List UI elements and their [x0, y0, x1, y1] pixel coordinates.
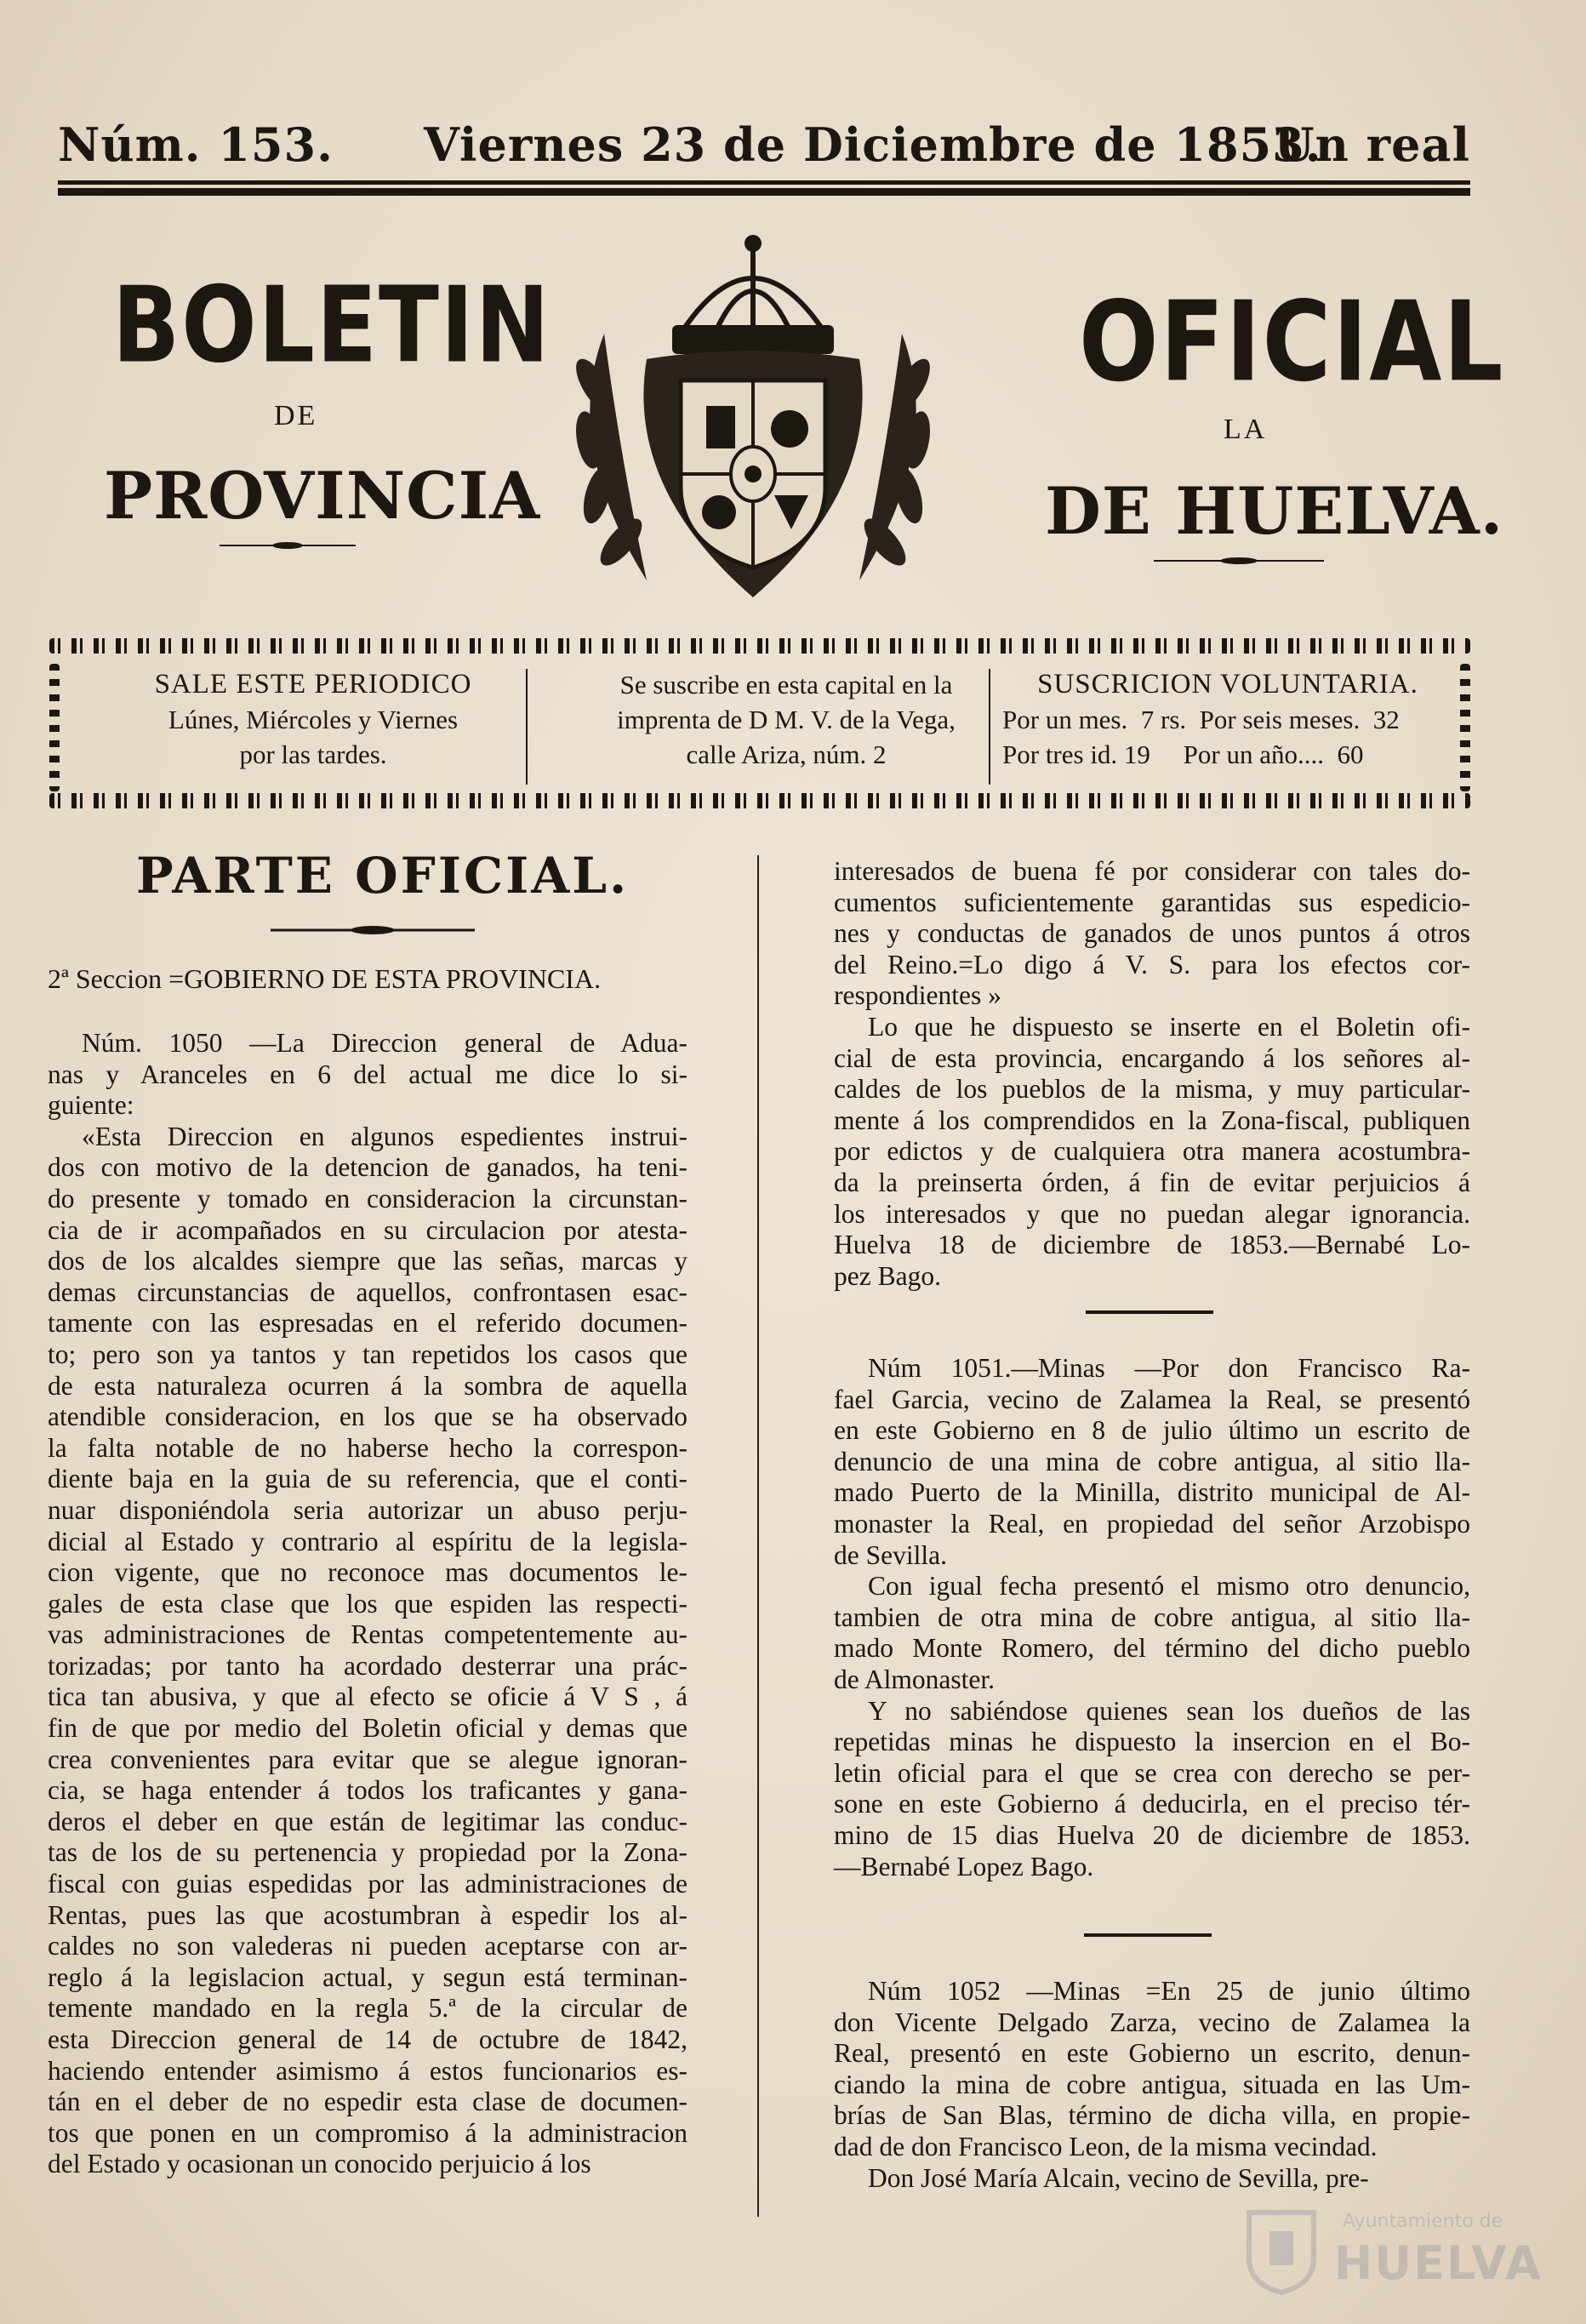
- text-line: temente mandado en la regla 5.ª de la circular de: [48, 1993, 687, 2024]
- text-line: Don José María Alcain, vecino de Sevilla, pre-: [868, 2162, 1369, 2193]
- text-line: tos que ponen en un compromiso á la administracion: [48, 2117, 687, 2148]
- text-line: Real, presentó en este Gobierno un escrito, denun-: [834, 2038, 1470, 2069]
- text-line: mado Puerto de la Minilla, distrito municipal de Al-: [834, 1477, 1470, 1508]
- text-line: por edictos y de cualquiera otra manera acostumbra-: [834, 1136, 1470, 1167]
- text-line: cia, se haga entender á todos los traficantes y gana-: [48, 1775, 687, 1806]
- text-line: Lo que he dispuesto se inserte en el Boletin ofi-: [868, 1011, 1470, 1042]
- text-line: nas y Aranceles en 6 del actual me dice lo si-: [48, 1059, 687, 1089]
- text-line: demas circunstancias de aquellos, confrontasen esac-: [48, 1276, 687, 1307]
- left-column: [48, 1028, 687, 2180]
- text-line: guiente:: [48, 1090, 134, 1121]
- text-line: —Bernabé Lopez Bago.: [834, 1851, 1094, 1881]
- text-line: fael Garcia, vecino de Zalamea la Real, se presentó: [834, 1384, 1470, 1414]
- text-line: dos con motivo de la detencion de ganados, ha teni-: [48, 1152, 687, 1183]
- archive-watermark: [1241, 2202, 1543, 2296]
- text-line: Núm 1051.—Minas —Por don Francisco Ra-: [868, 1353, 1470, 1383]
- text-line: dad de don Francisco Leon, de la misma vecindad.: [834, 2131, 1378, 2161]
- text-line: respondientes »: [834, 980, 1001, 1011]
- schedule-days: Lúnes, Miércoles y Viernes: [168, 705, 459, 734]
- divider-1: [1086, 1310, 1213, 1314]
- schedule-heading: SALE ESTE PERIODICO: [154, 669, 472, 699]
- text-line: dos de los alcaldes siempre que las señas, marcas y: [48, 1246, 687, 1276]
- text-line: do presente y tomado en consideracion la circunstan-: [48, 1183, 687, 1213]
- coat-of-arms-icon: [545, 231, 961, 606]
- text-line: interesados de buena fé por considerar con tales do-: [834, 856, 1470, 886]
- rates-line-2: Por tres id. 19 Por un año.... 60: [1002, 739, 1364, 769]
- section-ornament: [271, 926, 475, 934]
- text-line: nes y conductas de ganados de unos puntos á otros: [834, 918, 1470, 949]
- text-line: esta Direccion general de 14 de octubre de 1842,: [48, 2024, 687, 2054]
- text-line: de esta naturaleza ocurren á la sombra de aquella: [48, 1370, 687, 1401]
- text-line: haciendo entender asimismo á estos funcionarios es-: [48, 2055, 687, 2086]
- text-line: sone en este Gobierno á deducirla, en el preciso tér-: [834, 1789, 1470, 1819]
- schedule-time: por las tardes.: [239, 739, 387, 769]
- subscription-box: [49, 638, 1470, 808]
- text-line: Núm 1052 —Minas =En 25 de junio último: [868, 1976, 1470, 2006]
- text-line: mente á los comprendidos en la Zona-fiscal, publiquen: [834, 1105, 1470, 1135]
- text-line: «Esta Direccion en algunos espedientes instrui-: [82, 1121, 687, 1151]
- title-de: DE: [274, 400, 318, 431]
- text-line: diente baja en la guia de su referencia, que el conti-: [48, 1464, 687, 1494]
- box-separator-2: [989, 669, 990, 785]
- issue-date: Viernes 23 de Diciembre de 1853.: [424, 117, 1322, 172]
- right-column-block-3: [834, 1976, 1470, 2194]
- title-la: LA: [1224, 414, 1268, 445]
- chain-border-right: [1460, 664, 1470, 791]
- text-line: caldes no son valederas ni pueden aceptarse con ar-: [48, 1931, 687, 1961]
- text-line: tambien de otra mina de cobre antigua, al sitio lla-: [834, 1602, 1470, 1632]
- column-rule: [757, 855, 759, 2217]
- text-line: don Vicente Delgado Zarza, vecino de Zalamea la: [834, 2007, 1470, 2037]
- title-oficial: OFICIAL: [1079, 277, 1505, 407]
- ornament-left: [220, 541, 356, 550]
- chain-border-bottom: [49, 793, 1470, 808]
- title-de-huelva: DE HUELVA.: [1045, 473, 1504, 549]
- text-line: cion vigente, que no reconoce mas documentos le-: [48, 1557, 687, 1588]
- right-column-block-1: [834, 856, 1470, 1292]
- text-line: mado Monte Romero, del término del dicho pueblo: [834, 1633, 1470, 1664]
- chain-border-top: [49, 638, 1470, 654]
- text-line: repetidas minas he dispuesto la insercion en el Bo-: [834, 1727, 1470, 1757]
- text-line: cumentos suficientemente garantidas sus espedicio-: [834, 887, 1470, 917]
- masthead-rule-bottom: [58, 188, 1470, 196]
- text-line: monaster la Real, en propiedad del señor Arzobispo: [834, 1508, 1470, 1539]
- text-line: dicial al Estado y contrario al espíritu de la legisla-: [48, 1526, 687, 1556]
- text-line: Núm. 1050 —La Direccion general de Adua-: [82, 1028, 687, 1058]
- text-line: de Almonaster.: [834, 1664, 995, 1694]
- issue-price: Un real: [1274, 117, 1470, 172]
- section-subtitle: 2ª Seccion =GOBIERNO DE ESTA PROVINCIA.: [48, 963, 602, 994]
- right-column-block-2: [834, 1353, 1470, 1882]
- location-line-3: calle Ariza, núm. 2: [686, 739, 887, 769]
- box-separator-1: [526, 669, 528, 785]
- text-line: del Reino.=Lo digo á V. S. para los efectos cor-: [834, 949, 1470, 979]
- text-line: pez Bago.: [834, 1260, 941, 1291]
- rates-heading: SUSCRICION VOLUNTARIA.: [1037, 669, 1418, 699]
- watermark-bottom: HUELVA: [1334, 2236, 1543, 2290]
- text-line: Rentas, pues las que acostumbran à espedir los al-: [48, 1899, 687, 1930]
- text-line: denuncio de una mina de cobre antigua, al sitio lla-: [834, 1446, 1470, 1476]
- watermark-crest-icon: [1241, 2202, 1322, 2296]
- text-line: vas administraciones de Rentas competentemente au-: [48, 1619, 687, 1650]
- chain-border-left: [49, 664, 60, 791]
- masthead-line: [58, 117, 1470, 177]
- text-line: gales de esta clase que los que espiden las respecti-: [48, 1588, 687, 1619]
- ornament-right: [1154, 557, 1324, 565]
- text-line: la falta notable de no haberse hecho la correspon-: [48, 1432, 687, 1463]
- text-line: del Estado y ocasionan un conocido perjuicio á los: [48, 2149, 591, 2179]
- text-line: atendible consideracion, en los que se ha observado: [48, 1402, 687, 1432]
- text-line: caldes de los pueblos de la misma, y muy particular-: [834, 1074, 1470, 1105]
- text-line: los interesados y que no puedan alegar ignorancia.: [834, 1198, 1470, 1229]
- text-line: Y no sabiéndose quienes sean los dueños de las: [868, 1695, 1470, 1726]
- issue-number: Núm. 153.: [58, 117, 334, 172]
- text-line: tas de los de su pertenencia y propiedad por la Zona-: [48, 1837, 687, 1868]
- text-line: letin oficial para el que se crea con derecho se per-: [834, 1757, 1470, 1788]
- title-provincia: PROVINCIA: [104, 458, 541, 534]
- text-line: tamente con las espresadas en el referido documen-: [48, 1308, 687, 1339]
- text-line: crea convenientes para evitar que se alegue ignoran-: [48, 1744, 687, 1774]
- divider-2: [1084, 1933, 1212, 1937]
- text-line: de Sevilla.: [834, 1539, 947, 1570]
- text-line: cial de esta provincia, encargando á los señores al-: [834, 1042, 1470, 1073]
- text-line: mino de 15 dias Huelva 20 de diciembre de 1853.: [834, 1819, 1470, 1850]
- location-line-2: imprenta de D M. V. de la Vega,: [617, 705, 956, 734]
- text-line: Huelva 18 de diciembre de 1853.—Bernabé Lo-: [834, 1230, 1470, 1260]
- subscription-location: [539, 667, 1033, 786]
- text-line: ciando la mina de cobre antigua, situada en las Um-: [834, 2069, 1470, 2099]
- text-line: Con igual fecha presentó el mismo otro denuncio,: [868, 1571, 1470, 1602]
- text-line: reglo á la legislacion actual, y segun está terminan-: [48, 1961, 687, 1992]
- text-line: brías de San Blas, término de dicha villa, en propie-: [834, 2100, 1470, 2131]
- text-line: deros el deber en que están de legitimar las conduc-: [48, 1806, 687, 1836]
- location-line-1: Se suscribe en esta capital en la: [619, 670, 953, 699]
- subscription-schedule: [83, 667, 543, 786]
- text-line: tán en el deber de no espedir esta clase de documen-: [48, 2087, 687, 2117]
- text-line: fiscal con guias espedidas por las administraciones de: [48, 1869, 687, 1899]
- text-line: tica tan abusiva, y que al efecto se oficie á V S , á: [48, 1682, 687, 1712]
- text-line: torizadas; por tanto ha acordado desterrar una prác-: [48, 1650, 687, 1681]
- section-title: PARTE OFICIAL.: [136, 847, 630, 905]
- watermark-top: Ayuntamiento de: [1343, 2211, 1503, 2232]
- text-line: fin de que por medio del Boletin oficial y demas que: [48, 1713, 687, 1744]
- text-line: da la preinserta órden, á fin de evitar perjuicios á: [834, 1167, 1470, 1197]
- rates-line-1: Por un mes. 7 rs. Por seis meses. 32: [1002, 705, 1400, 734]
- masthead-rule-top: [58, 180, 1470, 185]
- text-line: cia de ir acompañados en su circulacion por atesta-: [48, 1214, 687, 1245]
- text-line: nuar disponiéndola seria autorizar un abuso perju-: [48, 1494, 687, 1525]
- title-boletin: BOLETIN: [112, 264, 551, 386]
- text-line: to; pero son ya tantos y tan repetidos los casos que: [48, 1339, 687, 1369]
- text-line: en este Gobierno en 8 de julio último un escrito de: [834, 1415, 1470, 1446]
- subscription-rates: [1002, 667, 1453, 786]
